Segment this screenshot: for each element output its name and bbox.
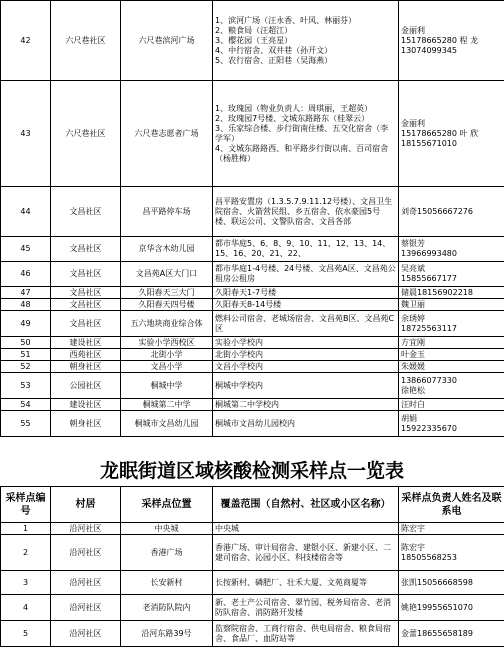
header-point-number: 采样点编号 bbox=[1, 487, 51, 523]
site-location-cell: 文昌小学 bbox=[121, 361, 213, 373]
lower-sampling-table bbox=[0, 486, 504, 647]
coverage-line: 长按新村、磷肥厂、壮禾大厦、文苑商厦等 bbox=[215, 577, 367, 587]
village-cell: 沿河社区 bbox=[51, 621, 121, 647]
contact-cell: 余琇婷 18725563117 bbox=[399, 311, 504, 337]
site-location-cell: 桐城第二中学 bbox=[121, 399, 213, 411]
coverage-cell bbox=[213, 571, 399, 595]
village-cell: 公园社区 bbox=[51, 373, 121, 399]
coverage-cell bbox=[213, 595, 399, 621]
lower-table-header-row bbox=[1, 487, 504, 523]
contact-cell: 金丽利 15178665280 程 龙 13074099345 bbox=[399, 1, 504, 81]
site-location-cell: 老消防队院内 bbox=[121, 595, 213, 621]
coverage-cell bbox=[213, 237, 399, 262]
coverage-line: 中央城 bbox=[215, 523, 239, 533]
table-row bbox=[1, 287, 504, 299]
coverage-cell bbox=[213, 535, 399, 571]
table-row bbox=[1, 535, 504, 571]
site-location-cell: 久阳春天三大门 bbox=[121, 287, 213, 299]
site-location-cell: 文昌苑A区大门口 bbox=[121, 262, 213, 287]
coverage-line: 燃料公司宿舍、老城场宿舍、文昌苑B区、文昌苑C区 bbox=[215, 313, 395, 333]
contact-cell: 蔡银芳 13966993480 bbox=[399, 237, 504, 262]
coverage-line: 实验小学校内 bbox=[215, 337, 263, 347]
contact-cell: 叶金玉 bbox=[399, 349, 504, 361]
site-location-cell: 五六地块商业综合体 bbox=[121, 311, 213, 337]
coverage-line: 久阳春天8-14号楼 bbox=[215, 299, 282, 309]
coverage-line: 文昌小学校内 bbox=[215, 361, 263, 371]
row-number-cell: 47 bbox=[1, 287, 51, 299]
village-cell: 文昌社区 bbox=[51, 262, 121, 287]
row-number-cell: 52 bbox=[1, 361, 51, 373]
coverage-cell bbox=[213, 81, 399, 187]
contact-cell: 13866077330 徐艳松 bbox=[399, 373, 504, 399]
site-location-cell: 桐城中学 bbox=[121, 373, 213, 399]
header-coverage: 覆盖范围（自然村、社区或小区名称） bbox=[213, 487, 399, 523]
contact-cell: 刘奇15056667276 bbox=[399, 187, 504, 237]
coverage-cell bbox=[213, 311, 399, 337]
table-row bbox=[1, 595, 504, 621]
coverage-line: 香港广场、审计局宿舍、建银小区、新建小区、二建司宿舍、沁园小区、科技楼宿舍等 bbox=[215, 542, 391, 562]
row-number-cell: 5 bbox=[1, 621, 51, 647]
table-row bbox=[1, 571, 504, 595]
coverage-line: 4、文城东路路西、和平路步行街以南、百司宿舍（杨胜梅） bbox=[215, 143, 389, 163]
village-cell: 沿河社区 bbox=[51, 535, 121, 571]
header-village: 村居 bbox=[51, 487, 121, 523]
coverage-line: 5、农行宿舍、正阳巷（吴海燕） bbox=[215, 55, 333, 65]
table-row bbox=[1, 411, 504, 437]
coverage-cell bbox=[213, 337, 399, 349]
row-number-cell: 49 bbox=[1, 311, 51, 337]
table-row bbox=[1, 349, 504, 361]
village-cell: 文昌社区 bbox=[51, 299, 121, 311]
table-row bbox=[1, 1, 504, 81]
coverage-line: 1、滨河广场（汪永香、叶风、林丽芬） bbox=[215, 15, 357, 25]
row-number-cell: 54 bbox=[1, 399, 51, 411]
coverage-line: 1、玫瑰园（物业负责人：周琪丽，王超英） bbox=[215, 103, 373, 113]
coverage-line: 监察院宿舍、工商行宿舍、供电局宿舍、粮食局宿舍、食品厂、血防站等 bbox=[215, 623, 391, 643]
section-title: 龙眠街道区域核酸检测采样点一览表 bbox=[99, 460, 404, 482]
contact-cell: 吴亮斌 15855667177 bbox=[399, 262, 504, 287]
site-location-cell: 沿河东路39号 bbox=[121, 621, 213, 647]
coverage-cell bbox=[213, 187, 399, 237]
village-cell: 朝身社区 bbox=[51, 361, 121, 373]
row-number-cell: 51 bbox=[1, 349, 51, 361]
site-location-cell: 六尺巷滨河广场 bbox=[121, 1, 213, 81]
village-cell: 文昌社区 bbox=[51, 187, 121, 237]
site-location-cell: 京华含木幼儿园 bbox=[121, 237, 213, 262]
site-location-cell: 中央城 bbox=[121, 523, 213, 535]
coverage-cell bbox=[213, 399, 399, 411]
table-row bbox=[1, 237, 504, 262]
village-cell: 六尺巷社区 bbox=[51, 81, 121, 187]
table-row bbox=[1, 337, 504, 349]
village-cell: 六尺巷社区 bbox=[51, 1, 121, 81]
contact-cell: 金丽利 15178665280 叶 欣 18155671010 bbox=[399, 81, 504, 187]
table-row bbox=[1, 311, 504, 337]
row-number-cell: 48 bbox=[1, 299, 51, 311]
coverage-line: 都市华庭5、6、8、9、10、11、12、13、14、15、16、20、21、22、 bbox=[215, 239, 391, 258]
row-number-cell: 3 bbox=[1, 571, 51, 595]
row-number-cell: 50 bbox=[1, 337, 51, 349]
row-number-cell: 53 bbox=[1, 373, 51, 399]
coverage-line: 2、玫瑰园7号楼、文城东路路东（桂翠云） bbox=[215, 113, 370, 123]
table-row bbox=[1, 299, 504, 311]
row-number-cell: 42 bbox=[1, 1, 51, 81]
row-number-cell: 44 bbox=[1, 187, 51, 237]
upper-table-body bbox=[1, 1, 504, 437]
contact-cell: 姚艳19955651070 bbox=[399, 595, 504, 621]
header-contact: 采样点负责人姓名及联系电 bbox=[399, 487, 504, 523]
coverage-line: 都市华庭1-4号楼、24号楼、文昌苑A区、文昌苑公租房公租房 bbox=[215, 264, 396, 283]
contact-cell: 朱媛媛 bbox=[399, 361, 504, 373]
contact-cell: 汪时白 bbox=[399, 399, 504, 411]
coverage-cell bbox=[213, 262, 399, 287]
table-row bbox=[1, 523, 504, 535]
coverage-line: 3、樱花园（王亮星） bbox=[215, 35, 293, 45]
village-cell: 朝身社区 bbox=[51, 411, 121, 437]
coverage-line: 北街小学校内 bbox=[215, 349, 263, 359]
row-number-cell: 43 bbox=[1, 81, 51, 187]
row-number-cell: 55 bbox=[1, 411, 51, 437]
site-location-cell: 实验小学西校区 bbox=[121, 337, 213, 349]
header-site-location: 采样点位置 bbox=[121, 487, 213, 523]
coverage-cell bbox=[213, 349, 399, 361]
row-number-cell: 1 bbox=[1, 523, 51, 535]
coverage-cell bbox=[213, 361, 399, 373]
contact-cell: 魏卫丽 bbox=[399, 299, 504, 311]
contact-cell: 陈宏宇 bbox=[399, 523, 504, 535]
coverage-line: 3、乐家综合楼、步行街南住楼、五交化宿舍（李学军） bbox=[215, 123, 389, 143]
site-location-cell: 六尺巷志愿者广场 bbox=[121, 81, 213, 187]
village-cell: 沿河社区 bbox=[51, 523, 121, 535]
coverage-cell bbox=[213, 373, 399, 399]
coverage-cell bbox=[213, 1, 399, 81]
village-cell: 文昌社区 bbox=[51, 237, 121, 262]
village-cell: 文昌社区 bbox=[51, 311, 121, 337]
site-location-cell: 久阳春天四号楼 bbox=[121, 299, 213, 311]
contact-cell: 胡娟 15922335670 bbox=[399, 411, 504, 437]
village-cell: 西苑社区 bbox=[51, 349, 121, 361]
site-location-cell: 昌平路停车场 bbox=[121, 187, 213, 237]
row-number-cell: 4 bbox=[1, 595, 51, 621]
table-row bbox=[1, 361, 504, 373]
row-number-cell: 46 bbox=[1, 262, 51, 287]
coverage-line: 新、老土产公司宿舍、翠竹园、税务局宿舍、老消防队宿舍、消防路开发楼 bbox=[215, 597, 391, 617]
village-cell: 沿河社区 bbox=[51, 571, 121, 595]
coverage-line: 2、粮食局（汪超江） bbox=[215, 25, 293, 35]
table-row bbox=[1, 187, 504, 237]
table-row bbox=[1, 81, 504, 187]
coverage-line: 久阳春天1-7号楼 bbox=[215, 287, 277, 297]
table-row bbox=[1, 399, 504, 411]
village-cell: 沿河社区 bbox=[51, 595, 121, 621]
coverage-line: 昌平路安置房（1.3.5.7.9.11.12号楼）、文昌卫生院宿舍、火箭营民组、乡五宿舍、依水豪园5号楼、联运公司、文警队宿舍、文昌各部 bbox=[215, 196, 393, 226]
coverage-cell bbox=[213, 621, 399, 647]
village-cell: 建设社区 bbox=[51, 399, 121, 411]
village-cell: 文昌社区 bbox=[51, 287, 121, 299]
table-row bbox=[1, 621, 504, 647]
contact-cell: 陈宏宇 18505568253 bbox=[399, 535, 504, 571]
site-location-cell: 香港广场 bbox=[121, 535, 213, 571]
coverage-cell bbox=[213, 299, 399, 311]
contact-cell: 储晨18156902218 bbox=[399, 287, 504, 299]
village-cell: 建设社区 bbox=[51, 337, 121, 349]
contact-cell: 张凯15056668598 bbox=[399, 571, 504, 595]
contact-cell: 方宜刚 bbox=[399, 337, 504, 349]
row-number-cell: 45 bbox=[1, 237, 51, 262]
coverage-cell bbox=[213, 287, 399, 299]
coverage-cell bbox=[213, 523, 399, 535]
coverage-line: 桐城第二中学校内 bbox=[215, 399, 279, 409]
contact-cell: 金蕾18655658189 bbox=[399, 621, 504, 647]
table-row bbox=[1, 262, 504, 287]
row-number-cell: 2 bbox=[1, 535, 51, 571]
coverage-line: 桐城市文昌幼儿园校内 bbox=[215, 418, 295, 428]
lower-table-body bbox=[1, 523, 504, 647]
coverage-cell bbox=[213, 411, 399, 437]
site-location-cell: 北街小学 bbox=[121, 349, 213, 361]
site-location-cell: 长安新村 bbox=[121, 571, 213, 595]
coverage-line: 4、中行宿舍、双井巷（孙开文） bbox=[215, 45, 333, 55]
site-location-cell: 桐城市文昌幼儿园 bbox=[121, 411, 213, 437]
table-row bbox=[1, 373, 504, 399]
coverage-line: 桐城中学校内 bbox=[215, 380, 263, 390]
